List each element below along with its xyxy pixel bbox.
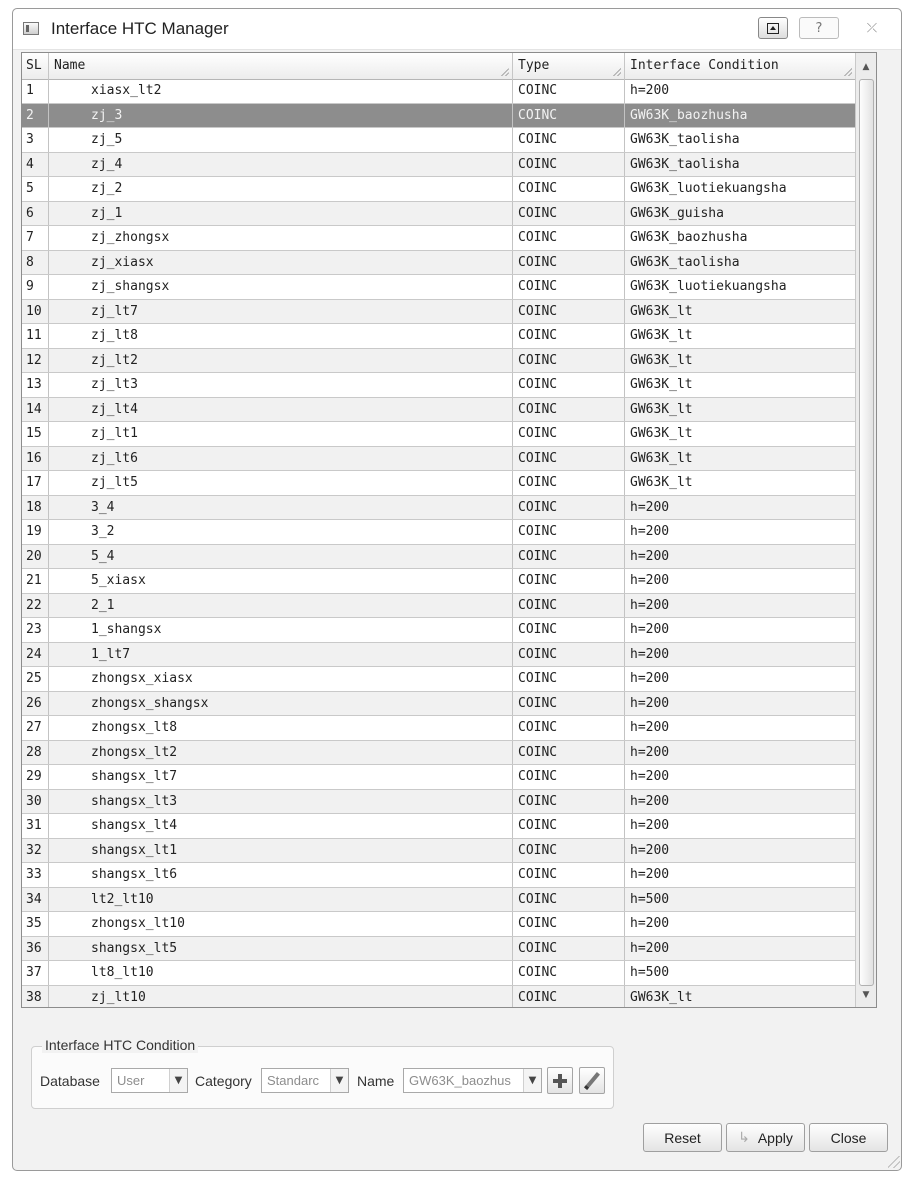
type-cell: COINC <box>513 177 625 201</box>
table-row[interactable] <box>22 814 856 839</box>
row-number-cell: 27 <box>22 716 49 740</box>
category-label: Category <box>195 1073 252 1089</box>
name-cell: lt8_lt10 <box>49 961 513 985</box>
condition-cell: GW63K_lt <box>625 373 856 397</box>
table-row[interactable] <box>22 275 856 300</box>
scroll-thumb[interactable] <box>859 79 874 986</box>
table-row[interactable] <box>22 863 856 888</box>
name-cell: zj_lt5 <box>49 471 513 495</box>
vertical-scrollbar[interactable] <box>855 53 876 1007</box>
name-cell: xiasx_lt2 <box>49 79 513 103</box>
table-row[interactable] <box>22 961 856 986</box>
table-row[interactable] <box>22 986 856 1009</box>
condition-cell: h=200 <box>625 839 856 863</box>
name-label: Name <box>357 1073 395 1089</box>
row-number-cell: 16 <box>22 447 49 471</box>
type-cell: COINC <box>513 79 625 103</box>
column-header-label: Interface Condition <box>630 58 779 73</box>
edit-condition-button[interactable] <box>579 1067 605 1094</box>
type-cell: COINC <box>513 226 625 250</box>
table-row[interactable] <box>22 349 856 374</box>
type-cell: COINC <box>513 275 625 299</box>
name-cell: zj_lt3 <box>49 373 513 397</box>
table-row[interactable] <box>22 912 856 937</box>
type-cell: COINC <box>513 569 625 593</box>
table-row[interactable] <box>22 153 856 178</box>
table-row[interactable] <box>22 398 856 423</box>
row-number-cell: 4 <box>22 153 49 177</box>
name-cell: 3_4 <box>49 496 513 520</box>
type-cell: COINC <box>513 814 625 838</box>
help-button[interactable] <box>799 17 839 39</box>
row-number-cell: 29 <box>22 765 49 789</box>
table-row[interactable] <box>22 937 856 962</box>
type-cell: COINC <box>513 986 625 1009</box>
row-number-cell: 13 <box>22 373 49 397</box>
table-row[interactable] <box>22 373 856 398</box>
name-cell: zj_3 <box>49 104 513 128</box>
table-row[interactable] <box>22 251 856 276</box>
name-cell: zj_lt2 <box>49 349 513 373</box>
condition-cell: h=200 <box>625 692 856 716</box>
type-cell: COINC <box>513 128 625 152</box>
type-cell: COINC <box>513 667 625 691</box>
row-number-cell: 3 <box>22 128 49 152</box>
column-header-interface-condition[interactable] <box>625 53 856 79</box>
name-cell: zhongsx_shangsx <box>49 692 513 716</box>
type-cell: COINC <box>513 839 625 863</box>
close-window-button[interactable] <box>849 17 895 39</box>
table-row[interactable] <box>22 471 856 496</box>
resize-grip-icon[interactable] <box>888 1156 900 1168</box>
row-number-cell: 23 <box>22 618 49 642</box>
condition-cell: GW63K_taolisha <box>625 251 856 275</box>
table-row[interactable] <box>22 79 856 104</box>
name-cell: zhongsx_xiasx <box>49 667 513 691</box>
table-row[interactable] <box>22 618 856 643</box>
type-cell: COINC <box>513 251 625 275</box>
table-row[interactable] <box>22 177 856 202</box>
condition-cell: h=500 <box>625 961 856 985</box>
category-select-value: Standarc <box>267 1073 320 1088</box>
table-row[interactable] <box>22 643 856 668</box>
help-icon: ? <box>815 20 823 36</box>
close-button[interactable] <box>809 1123 888 1152</box>
chevron-down-icon: ▼ <box>523 1069 541 1092</box>
name-cell: zj_lt10 <box>49 986 513 1009</box>
restore-button[interactable] <box>758 17 788 39</box>
condition-name-select-value: GW63K_baozhus <box>409 1073 511 1088</box>
table-row[interactable] <box>22 692 856 717</box>
sort-grip-icon <box>613 68 621 76</box>
add-condition-button[interactable] <box>547 1067 573 1094</box>
type-cell: COINC <box>513 912 625 936</box>
table-row[interactable] <box>22 888 856 913</box>
condition-cell: h=200 <box>625 667 856 691</box>
condition-cell: h=200 <box>625 496 856 520</box>
apply-button-label: Apply <box>757 1129 793 1146</box>
table-row[interactable] <box>22 128 856 153</box>
table-row[interactable] <box>22 790 856 815</box>
type-cell: COINC <box>513 692 625 716</box>
type-cell: COINC <box>513 373 625 397</box>
row-number-cell: 24 <box>22 643 49 667</box>
table-row[interactable] <box>22 520 856 545</box>
row-number-cell: 18 <box>22 496 49 520</box>
table-row[interactable] <box>22 839 856 864</box>
condition-cell: GW63K_lt <box>625 471 856 495</box>
column-header-label: SL <box>26 58 42 73</box>
type-cell: COINC <box>513 741 625 765</box>
type-cell: COINC <box>513 961 625 985</box>
condition-name-select[interactable] <box>403 1068 542 1093</box>
column-header-name[interactable] <box>49 53 513 79</box>
plus-icon <box>553 1074 567 1088</box>
name-cell: zj_lt7 <box>49 300 513 324</box>
title-bar[interactable] <box>13 9 901 50</box>
close-button-label: Close <box>830 1129 867 1146</box>
condition-cell: h=200 <box>625 545 856 569</box>
type-cell: COINC <box>513 398 625 422</box>
type-cell: COINC <box>513 643 625 667</box>
row-number-cell: 19 <box>22 520 49 544</box>
name-cell: zhongsx_lt8 <box>49 716 513 740</box>
condition-cell: h=200 <box>625 79 856 103</box>
type-cell: COINC <box>513 937 625 961</box>
row-number-cell: 28 <box>22 741 49 765</box>
condition-cell: GW63K_baozhusha <box>625 104 856 128</box>
condition-cell: h=200 <box>625 716 856 740</box>
name-cell: zj_lt8 <box>49 324 513 348</box>
table-row[interactable] <box>22 667 856 692</box>
table-body <box>22 79 856 1008</box>
apply-arrow-icon: ↳ <box>738 1129 750 1146</box>
name-cell: zj_2 <box>49 177 513 201</box>
category-select[interactable] <box>261 1068 349 1093</box>
sort-grip-icon <box>844 68 852 76</box>
name-cell: zj_4 <box>49 153 513 177</box>
close-icon: ⤫ <box>866 20 878 36</box>
type-cell: COINC <box>513 471 625 495</box>
name-cell: zj_lt6 <box>49 447 513 471</box>
name-cell: 2_1 <box>49 594 513 618</box>
condition-cell: GW63K_taolisha <box>625 128 856 152</box>
type-cell: COINC <box>513 594 625 618</box>
row-number-cell: 10 <box>22 300 49 324</box>
type-cell: COINC <box>513 300 625 324</box>
table-row[interactable] <box>22 300 856 325</box>
row-number-cell: 25 <box>22 667 49 691</box>
row-number-cell: 14 <box>22 398 49 422</box>
row-number-cell: 7 <box>22 226 49 250</box>
group-title: Interface HTC Condition <box>42 1037 198 1053</box>
table-row[interactable] <box>22 594 856 619</box>
name-cell: 5_xiasx <box>49 569 513 593</box>
database-select[interactable] <box>111 1068 188 1093</box>
type-cell: COINC <box>513 349 625 373</box>
table-row[interactable] <box>22 104 856 129</box>
name-cell: zj_lt4 <box>49 398 513 422</box>
pencil-icon <box>584 1072 600 1090</box>
name-cell: zj_5 <box>49 128 513 152</box>
type-cell: COINC <box>513 104 625 128</box>
row-number-cell: 26 <box>22 692 49 716</box>
sort-grip-icon <box>501 68 509 76</box>
column-header-sl[interactable] <box>22 53 49 79</box>
row-number-cell: 12 <box>22 349 49 373</box>
row-number-cell: 17 <box>22 471 49 495</box>
row-number-cell: 30 <box>22 790 49 814</box>
row-number-cell: 1 <box>22 79 49 103</box>
row-number-cell: 31 <box>22 814 49 838</box>
condition-cell: GW63K_lt <box>625 447 856 471</box>
type-cell: COINC <box>513 716 625 740</box>
interface-htc-condition-group <box>31 1037 614 1109</box>
column-header-type[interactable] <box>513 53 625 79</box>
condition-cell: h=200 <box>625 790 856 814</box>
condition-cell: GW63K_lt <box>625 300 856 324</box>
row-number-cell: 35 <box>22 912 49 936</box>
condition-cell: GW63K_lt <box>625 986 856 1009</box>
row-number-cell: 21 <box>22 569 49 593</box>
row-number-cell: 2 <box>22 104 49 128</box>
row-number-cell: 8 <box>22 251 49 275</box>
table-row[interactable] <box>22 545 856 570</box>
condition-cell: h=200 <box>625 937 856 961</box>
interface-table <box>21 52 877 1008</box>
condition-cell: h=200 <box>625 912 856 936</box>
name-cell: 1_shangsx <box>49 618 513 642</box>
name-cell: 1_lt7 <box>49 643 513 667</box>
app-icon <box>23 22 39 35</box>
name-cell: zj_shangsx <box>49 275 513 299</box>
scroll-up-icon[interactable]: ▲ <box>862 62 870 72</box>
condition-cell: GW63K_lt <box>625 349 856 373</box>
condition-cell: h=500 <box>625 888 856 912</box>
condition-cell: GW63K_luotiekuangsha <box>625 177 856 201</box>
type-cell: COINC <box>513 422 625 446</box>
type-cell: COINC <box>513 888 625 912</box>
table-row[interactable] <box>22 202 856 227</box>
database-select-value: User <box>117 1073 145 1088</box>
row-number-cell: 22 <box>22 594 49 618</box>
condition-cell: h=200 <box>625 765 856 789</box>
type-cell: COINC <box>513 520 625 544</box>
condition-cell: GW63K_luotiekuangsha <box>625 275 856 299</box>
table-row[interactable] <box>22 447 856 472</box>
condition-cell: h=200 <box>625 569 856 593</box>
row-number-cell: 9 <box>22 275 49 299</box>
condition-cell: h=200 <box>625 863 856 887</box>
apply-button[interactable] <box>726 1123 805 1152</box>
condition-cell: GW63K_lt <box>625 398 856 422</box>
name-cell: zj_lt1 <box>49 422 513 446</box>
name-cell: shangsx_lt4 <box>49 814 513 838</box>
chevron-down-icon: ▼ <box>330 1069 348 1092</box>
name-cell: shangsx_lt7 <box>49 765 513 789</box>
table-row[interactable] <box>22 324 856 349</box>
name-cell: 5_4 <box>49 545 513 569</box>
name-cell: shangsx_lt5 <box>49 937 513 961</box>
reset-button-label: Reset <box>664 1129 701 1146</box>
name-cell: zj_xiasx <box>49 251 513 275</box>
name-cell: zj_1 <box>49 202 513 226</box>
type-cell: COINC <box>513 496 625 520</box>
name-cell: zhongsx_lt10 <box>49 912 513 936</box>
row-number-cell: 37 <box>22 961 49 985</box>
condition-cell: h=200 <box>625 741 856 765</box>
type-cell: COINC <box>513 790 625 814</box>
condition-cell: h=200 <box>625 643 856 667</box>
restore-icon <box>767 23 779 34</box>
row-number-cell: 34 <box>22 888 49 912</box>
name-cell: shangsx_lt3 <box>49 790 513 814</box>
condition-cell: GW63K_baozhusha <box>625 226 856 250</box>
chevron-down-icon: ▼ <box>169 1069 187 1092</box>
type-cell: COINC <box>513 202 625 226</box>
type-cell: COINC <box>513 545 625 569</box>
name-cell: zhongsx_lt2 <box>49 741 513 765</box>
table-row[interactable] <box>22 741 856 766</box>
database-label: Database <box>40 1073 100 1089</box>
table-row[interactable] <box>22 765 856 790</box>
type-cell: COINC <box>513 324 625 348</box>
row-number-cell: 15 <box>22 422 49 446</box>
name-cell: shangsx_lt1 <box>49 839 513 863</box>
table-header <box>22 53 856 80</box>
row-number-cell: 5 <box>22 177 49 201</box>
name-cell: lt2_lt10 <box>49 888 513 912</box>
window-title: Interface HTC Manager <box>51 19 229 38</box>
reset-button[interactable] <box>643 1123 722 1152</box>
table-row[interactable] <box>22 569 856 594</box>
row-number-cell: 33 <box>22 863 49 887</box>
name-cell: shangsx_lt6 <box>49 863 513 887</box>
row-number-cell: 20 <box>22 545 49 569</box>
column-header-label: Type <box>518 58 550 73</box>
condition-cell: GW63K_taolisha <box>625 153 856 177</box>
condition-cell: h=200 <box>625 814 856 838</box>
row-number-cell: 11 <box>22 324 49 348</box>
type-cell: COINC <box>513 765 625 789</box>
name-cell: zj_zhongsx <box>49 226 513 250</box>
type-cell: COINC <box>513 447 625 471</box>
name-cell: 3_2 <box>49 520 513 544</box>
condition-cell: GW63K_lt <box>625 324 856 348</box>
table-row[interactable] <box>22 716 856 741</box>
row-number-cell: 32 <box>22 839 49 863</box>
condition-cell: h=200 <box>625 520 856 544</box>
type-cell: COINC <box>513 618 625 642</box>
row-number-cell: 6 <box>22 202 49 226</box>
condition-cell: h=200 <box>625 594 856 618</box>
condition-cell: GW63K_guisha <box>625 202 856 226</box>
condition-cell: GW63K_lt <box>625 422 856 446</box>
table-row[interactable] <box>22 422 856 447</box>
table-row[interactable] <box>22 226 856 251</box>
type-cell: COINC <box>513 863 625 887</box>
row-number-cell: 36 <box>22 937 49 961</box>
type-cell: COINC <box>513 153 625 177</box>
table-row[interactable] <box>22 496 856 521</box>
scroll-down-icon[interactable]: ▼ <box>862 990 870 1000</box>
column-header-label: Name <box>54 58 86 73</box>
condition-cell: h=200 <box>625 618 856 642</box>
row-number-cell: 38 <box>22 986 49 1009</box>
